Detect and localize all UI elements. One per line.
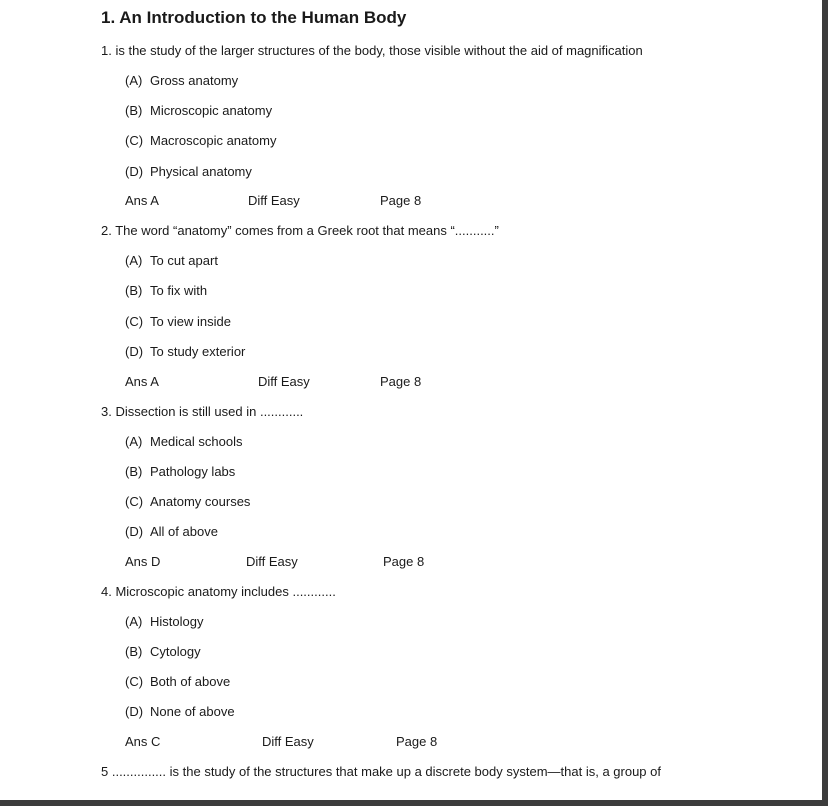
option-text: Microscopic anatomy: [150, 103, 273, 118]
question-2-text: 2. The word “anatomy” comes from a Greek root that means “...........”: [101, 223, 499, 238]
option-text: Gross anatomy: [150, 73, 239, 88]
question-2-difficulty: Diff Easy: [258, 374, 310, 389]
option-letter: (B): [125, 644, 143, 659]
question-1-option-d: [125, 164, 252, 179]
question-3-difficulty: Diff Easy: [246, 554, 298, 569]
question-2-option-a: [125, 253, 218, 268]
question-1-page: Page 8: [380, 193, 422, 208]
question-1-option-c: [125, 133, 276, 148]
question-3-option-c: [125, 494, 250, 509]
question-4-option-b: [125, 644, 201, 659]
question-4-option-a: [125, 614, 203, 629]
question-4-page: Page 8: [396, 734, 438, 749]
option-text: Medical schools: [150, 434, 243, 449]
option-text: Histology: [150, 614, 204, 629]
question-2-option-c: [125, 314, 231, 329]
option-text: All of above: [150, 524, 218, 539]
chapter-heading: 1. An Introduction to the Human Body: [101, 8, 407, 27]
question-2-page: Page 8: [380, 374, 422, 389]
question-2-answer: Ans A: [125, 374, 159, 389]
option-text: Cytology: [150, 644, 201, 659]
question-3-option-d: [125, 524, 218, 539]
option-text: To view inside: [150, 314, 231, 329]
option-text: Both of above: [150, 674, 231, 689]
option-letter: (C): [125, 494, 144, 509]
option-letter: (D): [125, 524, 144, 539]
option-text: To fix with: [150, 283, 208, 298]
question-4-difficulty: Diff Easy: [262, 734, 314, 749]
question-3-option-b: [125, 464, 235, 479]
question-4-option-d: [125, 704, 235, 719]
question-1-option-a: [125, 73, 238, 88]
question-4-text: 4. Microscopic anatomy includes ............: [101, 584, 336, 599]
option-text: Physical anatomy: [150, 164, 252, 179]
question-3-page: Page 8: [383, 554, 425, 569]
option-text: Pathology labs: [150, 464, 236, 479]
question-1-answer: Ans A: [125, 193, 159, 208]
question-1-text: 1. is the study of the larger structures of the body, those visible without the aid of magnification: [101, 43, 643, 58]
option-text: To cut apart: [150, 253, 218, 268]
option-text: Anatomy courses: [150, 494, 251, 509]
option-letter: (B): [125, 283, 143, 298]
question-2-option-d: [125, 344, 245, 359]
question-1-difficulty: Diff Easy: [248, 193, 300, 208]
option-letter: (A): [125, 434, 143, 449]
option-letter: (C): [125, 314, 144, 329]
question-5-text: 5 ............... is the study of the structures that make up a discrete body system—that is, a group of: [101, 764, 661, 779]
option-letter: (A): [125, 253, 143, 268]
option-letter: (D): [125, 164, 144, 179]
question-3-option-a: [125, 434, 243, 449]
option-text: None of above: [150, 704, 235, 719]
option-letter: (D): [125, 344, 144, 359]
option-text: To study exterior: [150, 344, 246, 359]
question-4-answer: Ans C: [125, 734, 161, 749]
option-letter: (A): [125, 614, 143, 629]
option-letter: (A): [125, 73, 143, 88]
question-2-option-b: [125, 283, 207, 298]
question-1-option-b: [125, 103, 272, 118]
option-letter: (C): [125, 674, 144, 689]
question-3-answer: Ans D: [125, 554, 161, 569]
option-letter: (D): [125, 704, 144, 719]
question-3-text: 3. Dissection is still used in ............: [101, 404, 304, 419]
option-letter: (B): [125, 103, 143, 118]
question-4-option-c: [125, 674, 230, 689]
option-letter: (B): [125, 464, 143, 479]
option-text: Macroscopic anatomy: [150, 133, 277, 148]
option-letter: (C): [125, 133, 144, 148]
